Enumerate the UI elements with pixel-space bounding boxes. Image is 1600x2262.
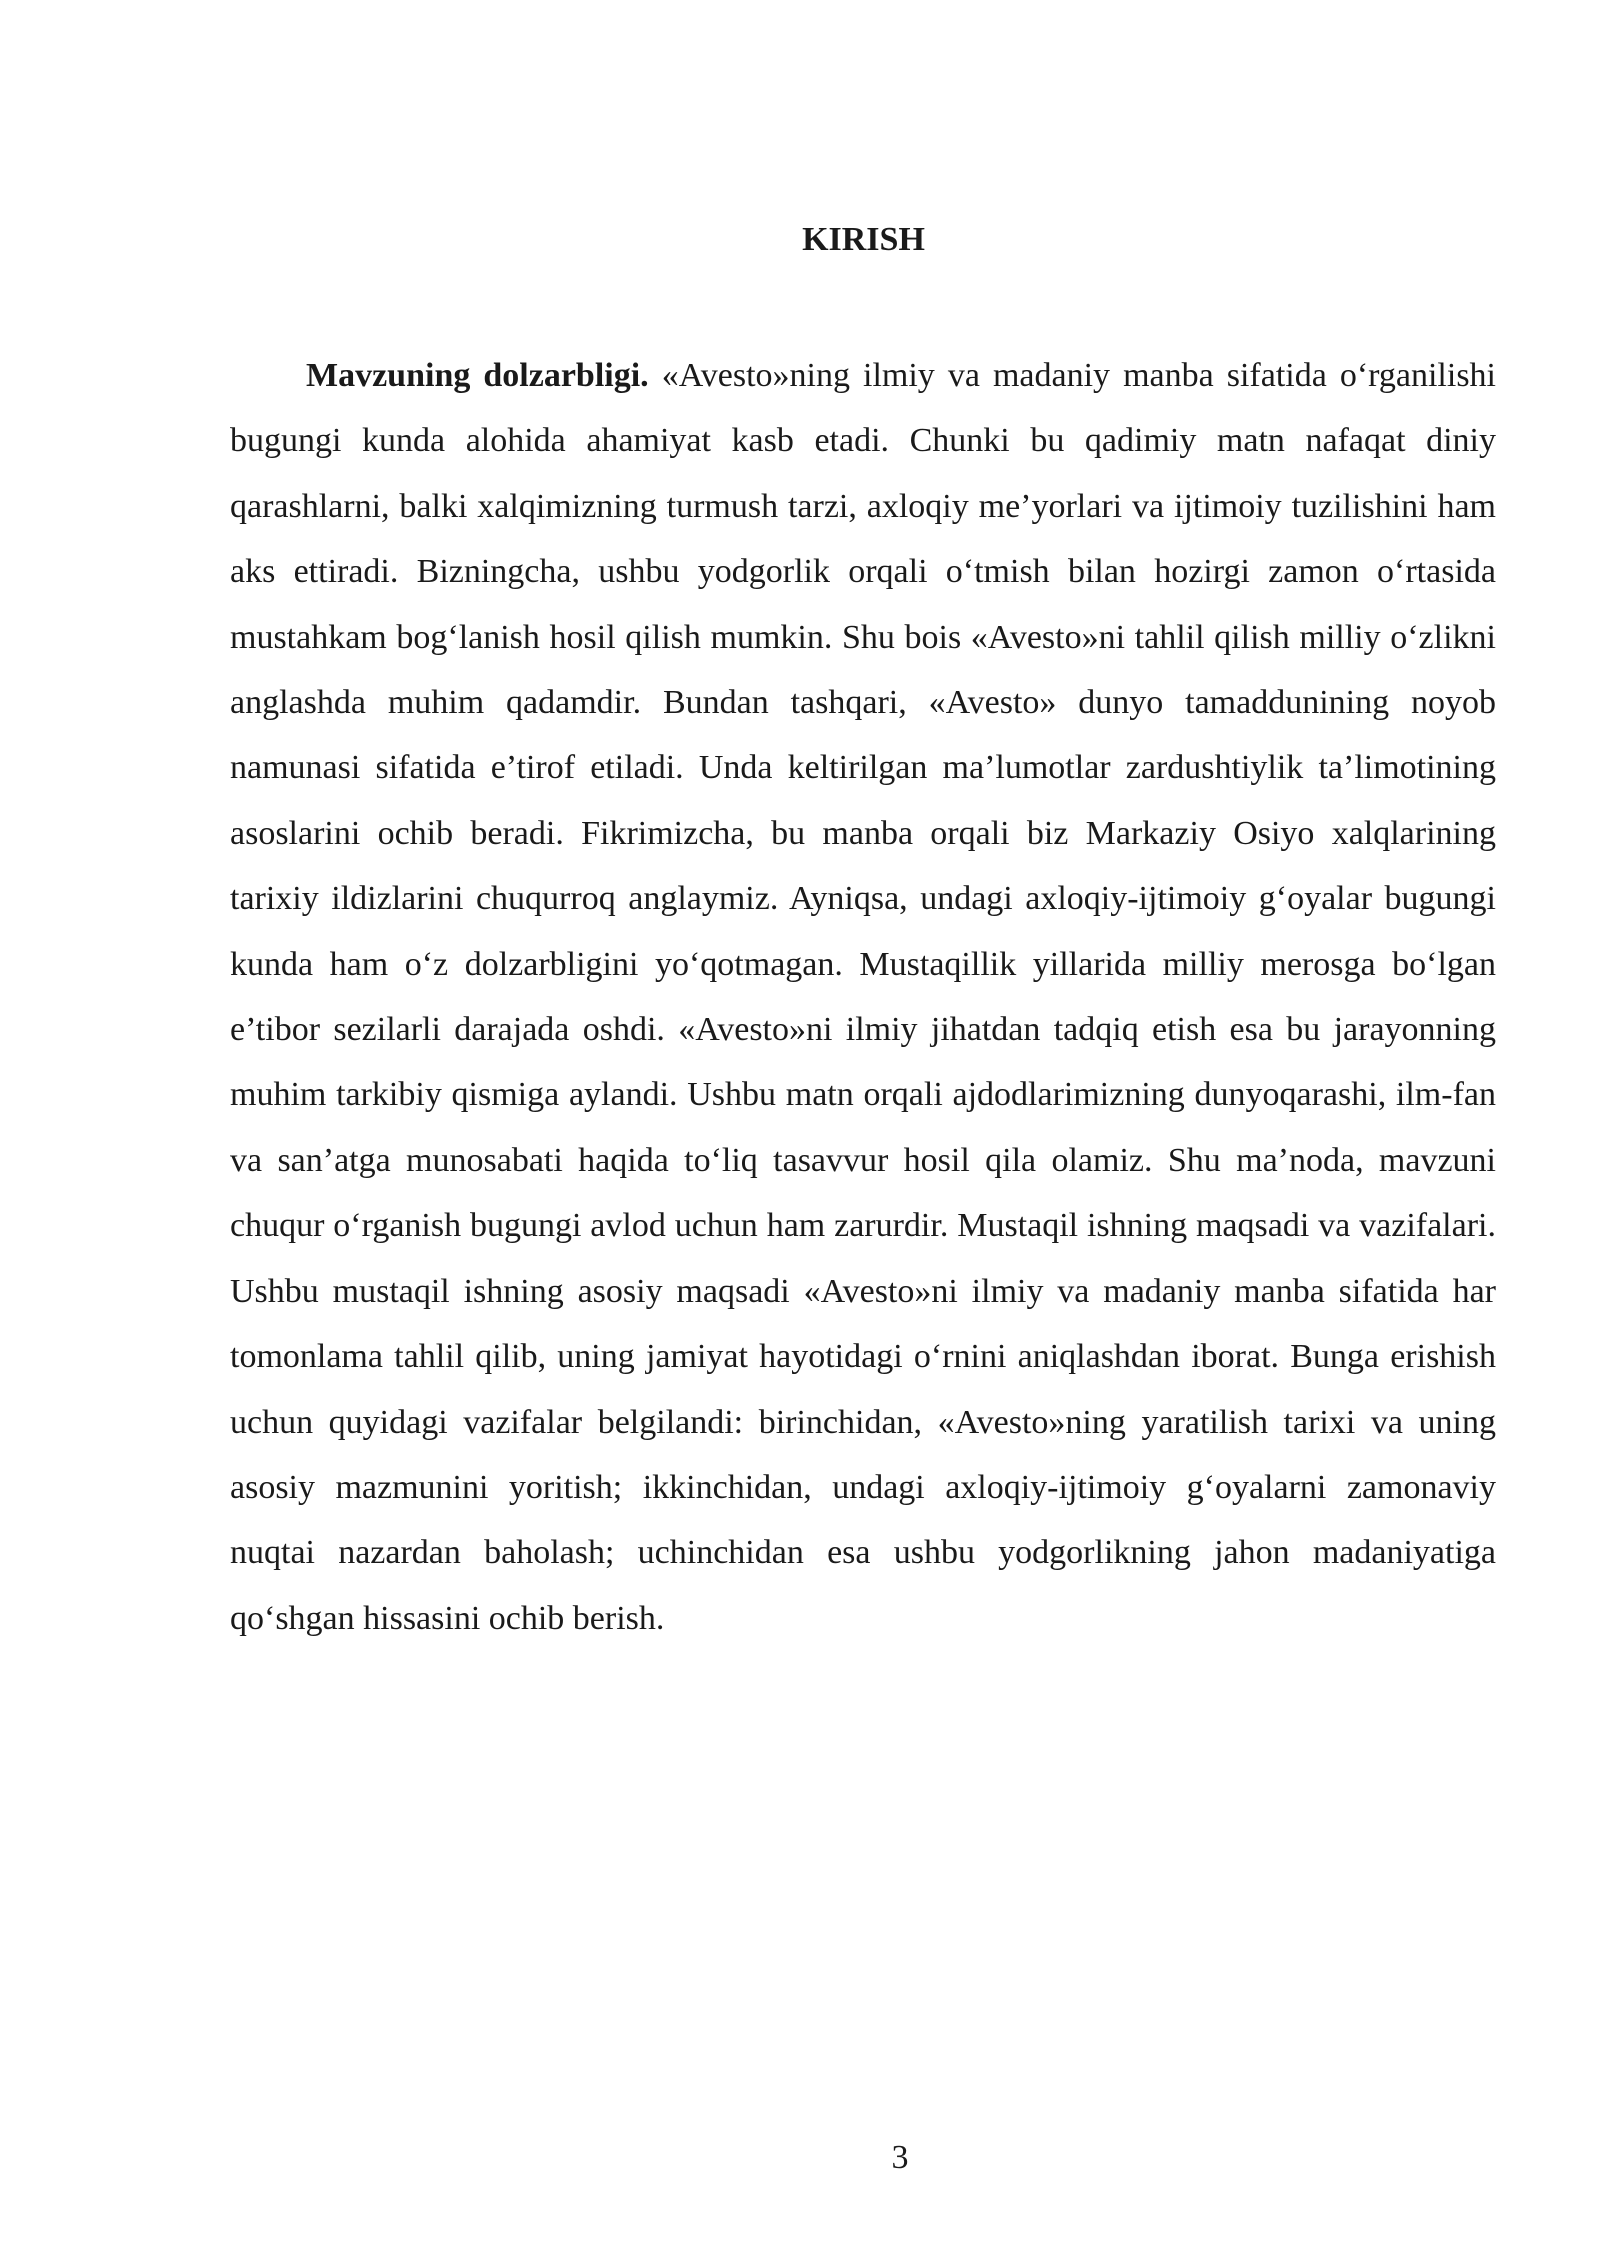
page-title: KIRISH bbox=[802, 221, 925, 258]
body-paragraph bbox=[230, 343, 1496, 1651]
paragraph-lead: Mavzuning dolzarbligi. bbox=[306, 357, 649, 394]
page-number: 3 bbox=[891, 2139, 909, 2176]
paragraph-text: «Avesto»ning ilmiy va madaniy manba sifatida o‘rganilishi bugungi kunda alohida ahamiyat kasb etadi. Chunki bu qadimiy matn nafaqat diniy qarashlarni, balki xalqimizning turmush tarzi, axloqiy me’yorlari va ijtimoiy tuzilishini ham aks ettiradi. Bizningcha, ushbu yodgorlik orqali o‘tmish bilan hozirgi zamon o‘rtasida mustahkam bog‘lanish hosil qilish mumkin. Shu bois «Avesto»ni tahlil qilish milliy o‘zlikni anglashda muhim qadamdir. Bundan tashqari, «Avesto» dunyo tamaddunining noyob namunasi sifatida e’tirof etiladi. Unda keltirilgan ma’lumotlar zardushtiylik ta’limotining asoslarini ochib beradi. Fikrimizcha, bu manba orqali biz Markaziy Osiyo xalqlarining tarixiy ildizlarini chuqurroq anglaymiz. Ayniqsa, undagi axloqiy-ijtimoiy g‘oyalar bugungi kunda ham o‘z dolzarbligini yo‘qotmagan. Mustaqillik yillarida milliy merosga bo‘lgan e’tibor sezilarli darajada oshdi. «Avesto»ni ilmiy jihatdan tadqiq etish esa bu jarayonning muhim tarkibiy qismiga aylandi. Ushbu matn orqali ajdodlarimizning dunyoqarashi, ilm-fan va san’atga munosabati haqida to‘liq tasavvur hosil qila olamiz. Shu ma’noda, mavzuni chuqur o‘rganish bugungi avlod uchun ham zarurdir. Mustaqil ishning maqsadi va vazifalari. Ushbu mustaqil ishning asosiy maqsadi «Avesto»ni ilmiy va madaniy manba sifatida har tomonlama tahlil qilib, uning jamiyat hayotidagi o‘rnini aniqlashdan iborat. Bunga erishish uchun quyidagi vazifalar belgilandi: birinchidan, «Avesto»ning yaratilish tarixi va uning asosiy mazmunini yoritish; ikkinchidan, undagi axloqiy-ijtimoiy g‘oyalarni zamonaviy nuqtai nazardan baholash; uchinchidan esa ushbu yodgorlikning jahon madaniyatiga qo‘shgan hissasini ochib berish. bbox=[230, 357, 1496, 1637]
